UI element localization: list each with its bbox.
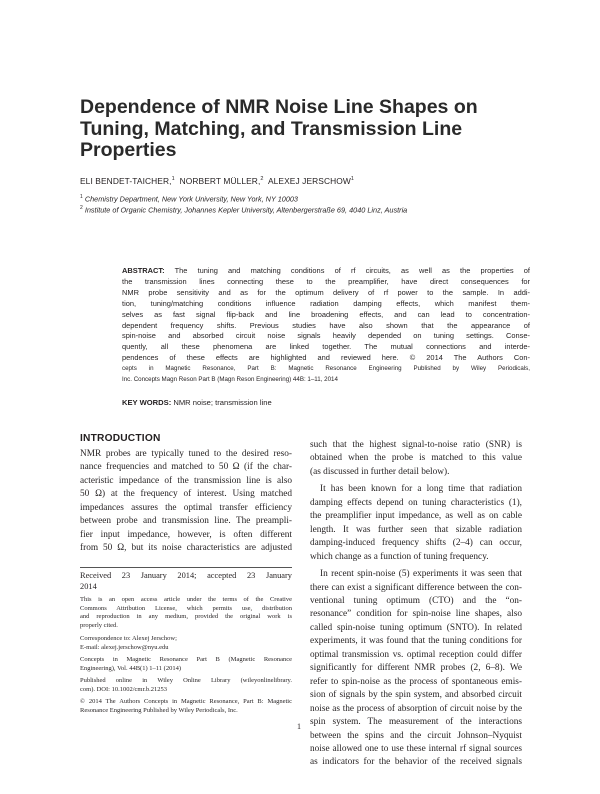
received-dates: Received 23 January 2014; accepted 23 January 2014 — [80, 571, 292, 591]
abstract: ABSTRACT: The tuning and matching conditions of rf circuits, as well as the properties of the transmission lines connecting these to the preamplifier, have direct consequences for NMR probe sensitivity and as for the optimum delivery of rf power to the sample. In addi- tion, tuning/matching conditions influence radiation damping effects, which manifest them- selves as fast signal flip-back and line broadening effects, and can lead to concentration- dependent frequency shifts. Previous studies have also shown that the appearance of spin-noise and absorbed circuit noise signals heavily depended on tuning settings. Conse- quently, all these phenomena are linked together. The mutual connections and interde- pendences of these effects are highlighted and reviewed here. © 2014 The Authors Con- cepts in Magnetic Resonance, Part B: Magnetic Resonance Engineering Published by Wiley Periodicals, Inc. Concepts Magn Reson Part B (Magn Reson Engineering) 44B: 1–11, 2014 — [122, 266, 530, 384]
keywords: KEY WORDS: NMR noise; transmission line — [122, 398, 272, 407]
license-note: This is an open access article under the terms of the Creative Commons Attribution License, which permits use, distribution and reproduction in any medium, provided the original work is properly cited. — [80, 596, 292, 629]
left-column-body: NMR probes are typically tuned to the desired reso- nance frequencies and matched to 50 Ω (if the char- acteristic impedance of the transmission line is also 50 Ω) at the frequency of interest. Using matched impedances assures the optimal transfer efficiency between probe and transmission line. The preampli- fier input impedance, however, is often different from 50 Ω, but its noise characteristics are adjusted — [80, 449, 292, 554]
affiliation: $^1$ Chemistry Department, New York University, New York, NY 10003 — [80, 194, 298, 204]
author-list: ELI BENDET-TAICHER,$^1$ NORBERT MÜLLER,$^2$ ALEXEJ JERSCHOW$^1$ — [80, 176, 355, 186]
footnote-divider — [80, 567, 292, 568]
author: ELI BENDET-TAICHER, — [80, 176, 172, 186]
correspondence-note: Correspondence to: Alexej Jerschow; E-mail: alexej.jerschow@nyu.edu — [80, 635, 292, 652]
email-link[interactable]: E-mail: alexej.jerschow@nyu.edu — [80, 643, 169, 651]
author: NORBERT MÜLLER, — [179, 176, 261, 186]
published-note: Published online in Wiley Online Library (wileyonlinelibrary. com). DOI: 10.1002/cmr.b.21253 — [80, 677, 292, 693]
affiliation: $^2$ Institute of Organic Chemistry, Johannes Kepler University, Altenbergerstraße 69, 4040 Linz, Austria — [80, 205, 408, 215]
author: ALEXEJ JERSCHOW — [267, 176, 351, 186]
journal-note: Concepts in Magnetic Resonance Part B (Magnetic Resonance Engineering), Vol. 44B(1) 1–11 (2014) — [80, 656, 292, 672]
right-column-body: such that the highest signal-to-noise ratio (SNR) is obtained when the probe is matched to this value (as discussed in further detail below). It has been known for a long time that radiation damping effects depend on tuning characteristics (1), the preamplifier input impedance, as well as on cable length. It was further seen that sizable radiation damping-induced frequency shifts (2–4) can occur, which change as a function of tuning frequency. In recent spin-noise (5) experiments it was seen that there can exist a significant difference between the con- ventional tuning optimum (CTO) and the “on- resonance” condition for spin-noise line shapes, also called spin-noise tuning optimum (SNTO). In related experiments, it was found that the tuning conditions for optimal transmission vs. optimal reception could differ significantly for different NMR probes (2, 6–8). We refer to spin-noise as the process of spontaneous emis- sion of signals by the spin system, and absorbed circuit noise as the process of absorption of circuit noise by the spin system. The measurement of the interactions between the spins and the circuit Johnson–Nyquist noise allowed one to use these internal rf signal sources as indicators for the behavior of the received signals — [310, 440, 522, 768]
copyright-note: © 2014 The Authors Concepts in Magnetic Resonance, Part B: Magnetic Resonance Engineering Published by Wiley Periodicals, Inc. — [80, 698, 292, 714]
abstract-label: ABSTRACT: — [122, 266, 165, 275]
article-title: Dependence of NMR Noise Line Shapes on Tuning, Matching, and Transmission Line Properties — [80, 96, 478, 161]
section-heading-introduction: INTRODUCTION — [80, 433, 161, 444]
page-number: 1 — [297, 722, 301, 731]
